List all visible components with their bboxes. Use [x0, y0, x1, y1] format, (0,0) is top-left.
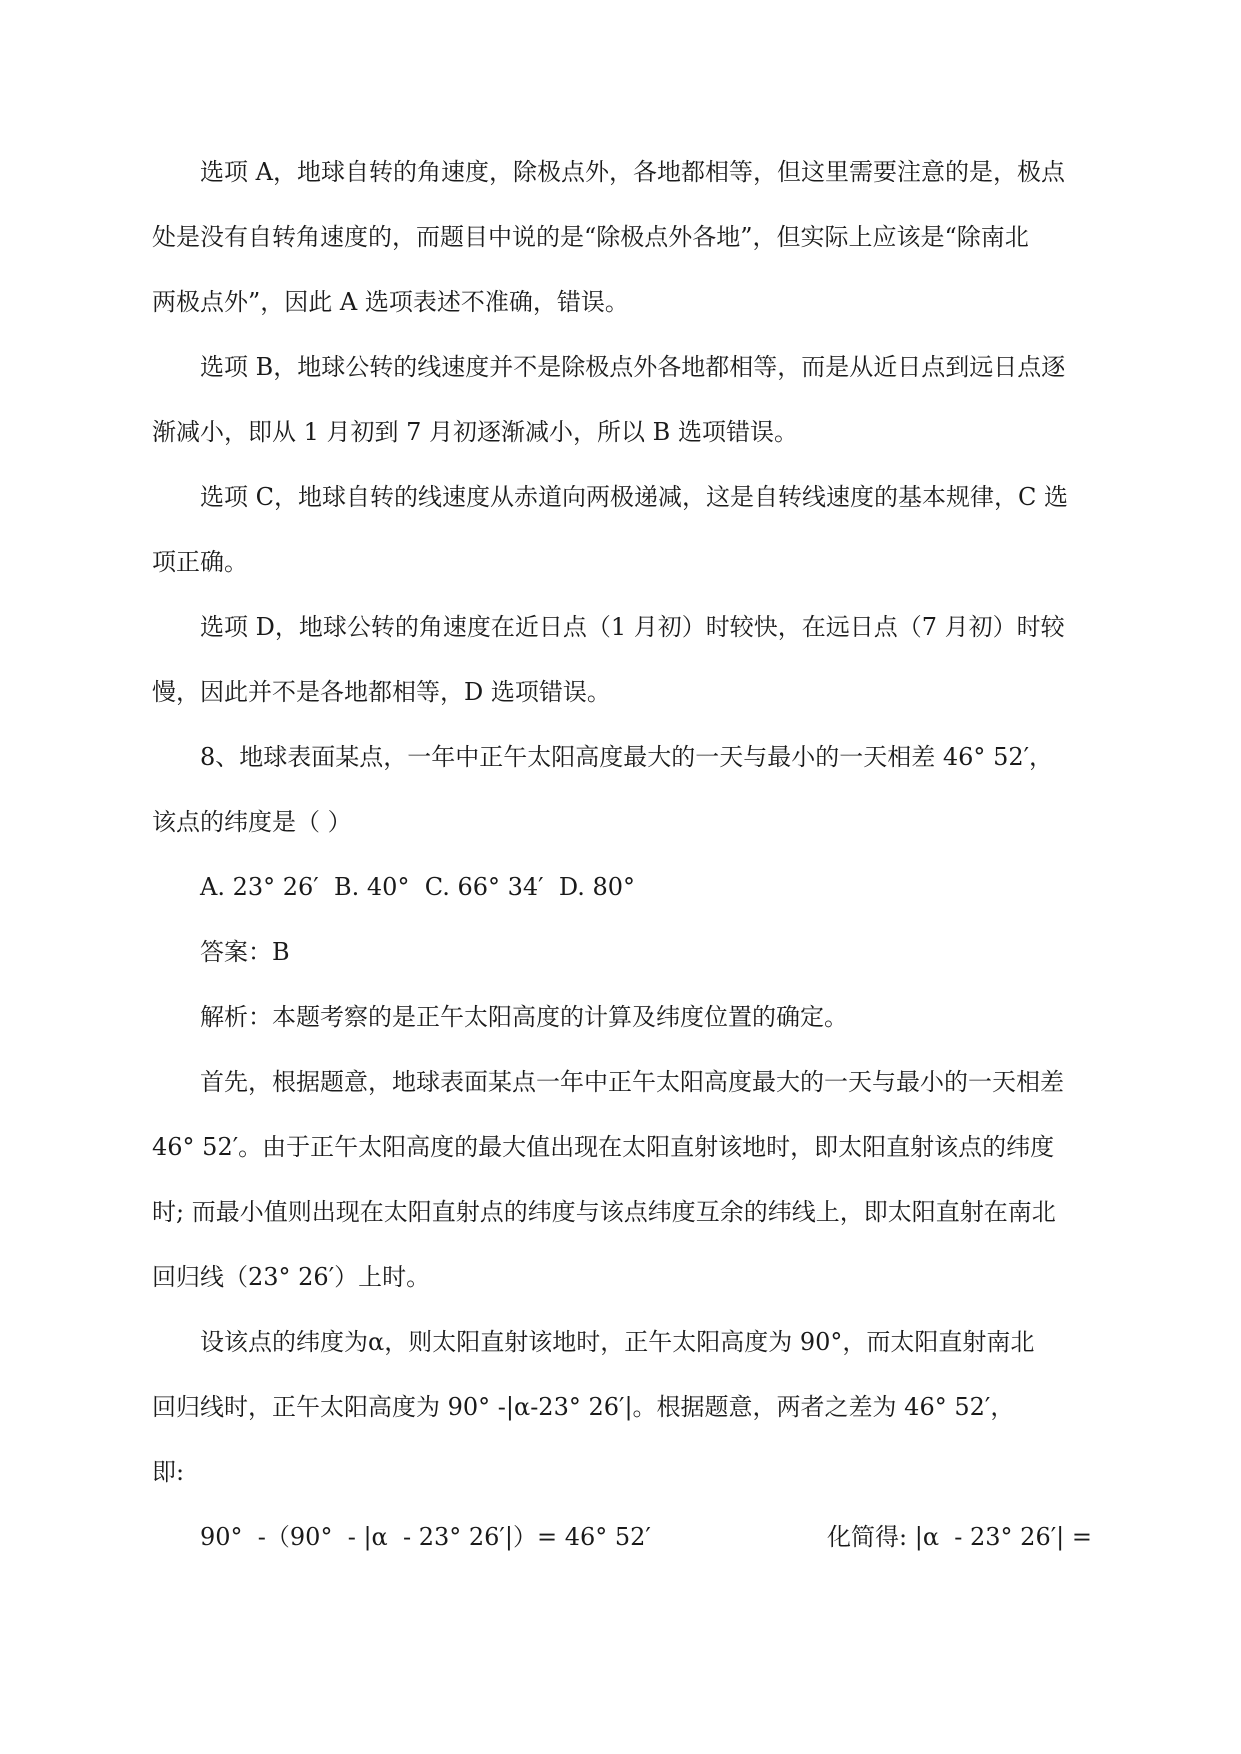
text-line: 两极点外”，因此 A 选项表述不准确，错误。 — [152, 288, 629, 316]
text-line: 回归线（23° 26′）上时。 — [152, 1263, 431, 1291]
text-line: 答案：B — [200, 938, 290, 966]
text-line: 项正确。 — [152, 548, 248, 576]
text-line: 选项 B，地球公转的线速度并不是除极点外各地都相等，而是从近日点到远日点逐 — [200, 353, 1066, 381]
text-line: 首先，根据题意，地球表面某点一年中正午太阳高度最大的一天与最小的一天相差 — [200, 1068, 1064, 1096]
text-line: 慢，因此并不是各地都相等，D 选项错误。 — [152, 678, 611, 706]
analysis-step-1 — [152, 1050, 1092, 1310]
text-line: A. 23° 26′ B. 40° C. 66° 34′ D. 80° — [200, 873, 636, 901]
text-line: 时; 而最小值则出现在太阳直射点的纬度与该点纬度互余的纬线上，即太阳直射在南北 — [152, 1198, 1056, 1226]
text-line: 该点的纬度是（ ） — [152, 808, 352, 836]
equation-left: 90° -（90° - |α - 23° 26′|）= 46° 52′ — [200, 1523, 651, 1551]
equation-line — [200, 1505, 1092, 1570]
paragraph-option-a — [152, 140, 1092, 335]
paragraph-option-c — [152, 465, 1092, 595]
text-line: 设该点的纬度为α，则太阳直射该地时，正午太阳高度为 90°，而太阳直射南北 — [200, 1328, 1035, 1356]
question-8 — [152, 725, 1092, 855]
text-line: 即: — [152, 1458, 185, 1486]
analysis-step-2 — [152, 1310, 1092, 1505]
analysis-intro — [152, 985, 1092, 1050]
document-body — [152, 140, 1092, 1570]
equation-right: 化简得: |α - 23° 26′| = — [827, 1523, 1092, 1551]
answer — [152, 920, 1092, 985]
text-line: 回归线时，正午太阳高度为 90° -|α-23° 26′|。根据题意，两者之差为 46° 52′， — [152, 1393, 1015, 1421]
text-line: 46° 52′。由于正午太阳高度的最大值出现在太阳直射该地时，即太阳直射该点的纬度 — [152, 1133, 1055, 1161]
text-line: 解析：本题考察的是正午太阳高度的计算及纬度位置的确定。 — [200, 1003, 848, 1031]
text-line: 选项 C，地球自转的线速度从赤道向两极递减，这是自转线速度的基本规律，C 选 — [200, 483, 1068, 511]
text-line: 选项 A，地球自转的角速度，除极点外，各地都相等，但这里需要注意的是，极点 — [200, 158, 1065, 186]
text-line: 8、地球表面某点，一年中正午太阳高度最大的一天与最小的一天相差 46° 52′， — [200, 743, 1054, 771]
paragraph-option-b — [152, 335, 1092, 465]
question-8-options — [152, 855, 1092, 920]
text-line: 选项 D，地球公转的角速度在近日点（1 月初）时较快，在远日点（7 月初）时较 — [200, 613, 1065, 641]
paragraph-option-d — [152, 595, 1092, 725]
text-line: 渐减小，即从 1 月初到 7 月初逐渐减小，所以 B 选项错误。 — [152, 418, 798, 446]
text-line: 处是没有自转角速度的，而题目中说的是“除极点外各地”，但实际上应该是“除南北 — [152, 223, 1029, 251]
